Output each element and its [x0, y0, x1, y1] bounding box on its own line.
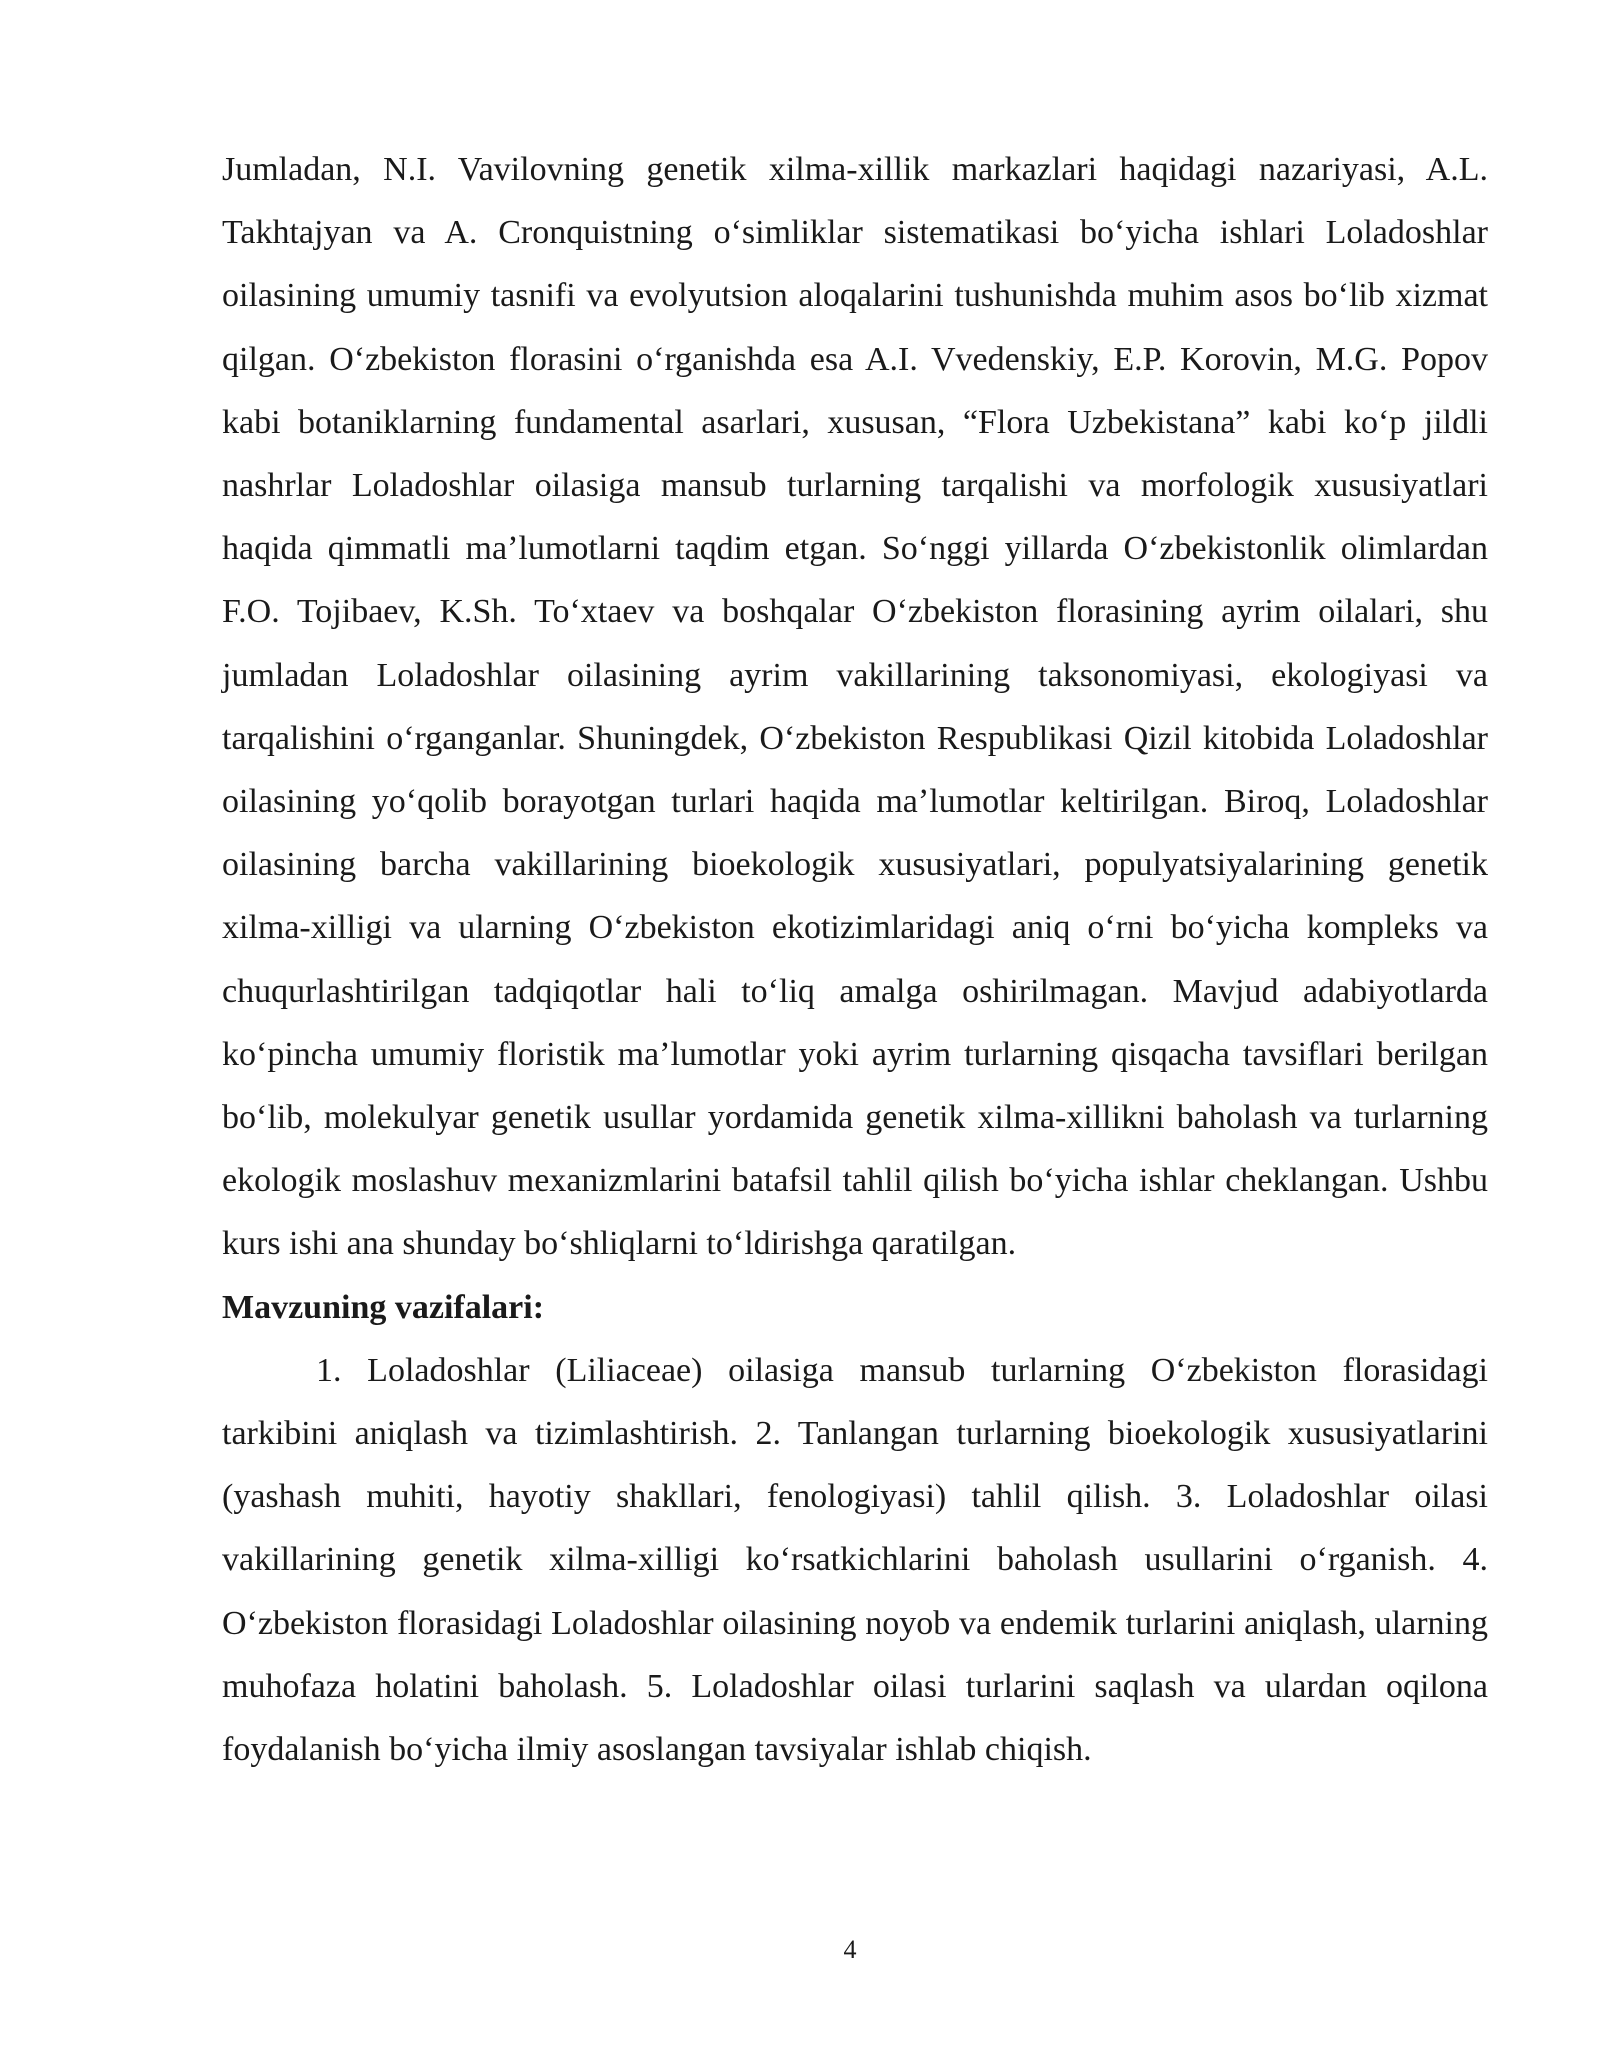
page-body: [222, 138, 1488, 1781]
body-paragraph-1: Jumladan, N.I. Vavilovning genetik xilma-xillik markazlari haqidagi nazariyasi, A.L. Takhtajyan va A. Cronquistning oʻsimliklar sistematikasi boʻyicha ishlari Loladoshlar oilasining umumiy tasnifi va evolyutsion aloqalarini tushunishda muhim asos boʻlib xizmat qilgan. Oʻzbekiston florasini oʻrganishda esa A.I. Vvedenskiy, E.P. Korovin, M.G. Popov kabi botaniklarning fundamental asarlari, xususan, “Flora Uzbekistana” kabi koʻp jildli nashrlar Loladoshlar oilasiga mansub turlarning tarqalishi va morfologik xususiyatlari haqida qimmatli maʼlumotlarni taqdim etgan. Soʻnggi yillarda Oʻzbekistonlik olimlardan F.O. Tojibaev, K.Sh. Toʻxtaev va boshqalar Oʻzbekiston florasining ayrim oilalari, shu jumladan Loladoshlar oilasining ayrim vakillarining taksonomiyasi, ekologiyasi va tarqalishini oʻrganganlar. Shuningdek, Oʻzbekiston Respublikasi Qizil kitobida Loladoshlar oilasining yoʻqolib borayotgan turlari haqida maʼlumotlar keltirilgan. Biroq, Loladoshlar oilasining barcha vakillarining bioekologik xususiyatlari, populyatsiyalarining genetik xilma-xilligi va ularning Oʻzbekiston ekotizimlaridagi aniq oʻrni boʻyicha kompleks va chuqurlashtirilgan tadqiqotlar hali toʻliq amalga oshirilmagan. Mavjud adabiyotlarda koʻpincha umumiy floristik maʼlumotlar yoki ayrim turlarning qisqacha tavsiflari berilgan boʻlib, molekulyar genetik usullar yordamida genetik xilma-xillikni baholash va turlarning ekologik moslashuv mexanizmlarini batafsil tahlil qilish boʻyicha ishlar cheklangan. Ushbu kurs ishi ana shunday boʻshliqlarni toʻldirishga qaratilgan.: [222, 151, 1488, 1263]
tasks-paragraph: 1. Loladoshlar (Liliaceae) oilasiga mansub turlarning Oʻzbekiston florasidagi tarkibini aniqlash va tizimlashtirish. 2. Tanlangan turlarning bioekologik xususiyatlarini (yashash muhiti, hayotiy shakllari, fenologiyasi) tahlil qilish. 3. Loladoshlar oilasi vakillarining genetik xilma-xilligi koʻrsatkichlarini baholash usullarini oʻrganish. 4. Oʻzbekiston florasidagi Loladoshlar oilasining noyob va endemik turlarini aniqlash, ularning muhofaza holatini baholash. 5. Loladoshlar oilasi turlarini saqlash va ulardan oqilona foydalanish boʻyicha ilmiy asoslangan tavsiyalar ishlab chiqish.: [222, 1351, 1488, 1769]
page-number: 4: [843, 1935, 857, 1964]
section-heading: Mavzuning vazifalari:: [222, 1288, 545, 1326]
